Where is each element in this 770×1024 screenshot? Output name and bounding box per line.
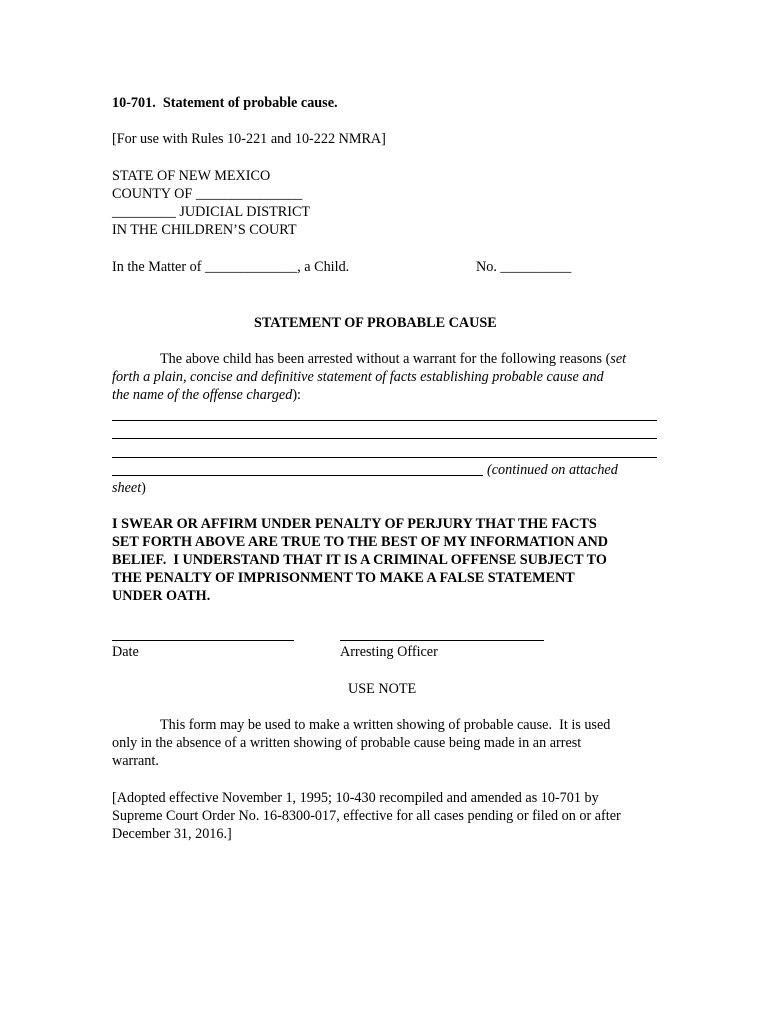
intro-line-3: [112, 386, 301, 404]
intro-line-2: forth a plain, concise and definitive statement of facts establishing probable cause and: [112, 369, 604, 385]
caption-court: IN THE CHILDREN’S COURT: [112, 222, 297, 238]
facts-blank-line-1[interactable]: [112, 420, 657, 421]
caption-matter: In the Matter of _____________, a Child.: [112, 259, 350, 275]
continued-sheet-text: sheet: [112, 480, 142, 496]
facts-blank-line-3[interactable]: [112, 457, 657, 458]
continued-close-text: ): [141, 480, 146, 496]
use-note-line-1: This form may be used to make a written showing of probable cause. It is used: [160, 717, 611, 733]
form-title: STATEMENT OF PROBABLE CAUSE: [254, 315, 497, 331]
caption-district: _________ JUDICIAL DISTRICT: [112, 204, 311, 220]
use-note-line-2: only in the absence of a written showing of probable cause being made in an arrest: [112, 735, 582, 751]
oath-line-4: THE PENALTY OF IMPRISONMENT TO MAKE A FALSE STATEMENT: [112, 570, 575, 586]
intro-line-1: [160, 350, 626, 368]
oath-line-5: UNDER OATH.: [112, 588, 211, 604]
history-line-2: Supreme Court Order No. 16-8300-017, effective for all cases pending or filed on or after: [112, 808, 621, 824]
use-note-line-3: warrant.: [112, 753, 159, 769]
rule-use-note: [For use with Rules 10-221 and 10-222 NMRA]: [112, 131, 386, 147]
oath-line-2: SET FORTH ABOVE ARE TRUE TO THE BEST OF MY INFORMATION AND: [112, 534, 609, 550]
use-note-heading: USE NOTE: [348, 681, 417, 697]
intro-plain-text: The above child has been arrested without a warrant for the following reasons (: [160, 351, 611, 367]
continued-note-line-2: [112, 479, 146, 497]
rule-title: 10-701. Statement of probable cause.: [112, 95, 338, 111]
intro-close-text: ):: [292, 387, 301, 403]
facts-blank-line-4[interactable]: [112, 475, 483, 476]
caption-county: COUNTY OF _______________: [112, 186, 303, 202]
history-line-1: [Adopted effective November 1, 1995; 10-430 recompiled and amended as 10-701 by: [112, 790, 599, 806]
history-line-3: December 31, 2016.]: [112, 826, 232, 842]
date-signature-line[interactable]: [112, 640, 294, 641]
officer-label: Arresting Officer: [340, 644, 438, 660]
caption-case-number: No. __________: [476, 259, 572, 275]
continued-note: (continued on attached: [487, 462, 618, 478]
officer-signature-line[interactable]: [340, 640, 544, 641]
date-label: Date: [112, 644, 139, 660]
intro-italic-text-3: the name of the offense charged: [112, 387, 293, 403]
facts-blank-line-2[interactable]: [112, 438, 657, 439]
caption-state: STATE OF NEW MEXICO: [112, 168, 271, 184]
oath-line-3: BELIEF. I UNDERSTAND THAT IT IS A CRIMINAL OFFENSE SUBJECT TO: [112, 552, 607, 568]
oath-line-1: I SWEAR OR AFFIRM UNDER PENALTY OF PERJURY THAT THE FACTS: [112, 516, 597, 532]
intro-italic-text-1: set: [610, 351, 627, 367]
